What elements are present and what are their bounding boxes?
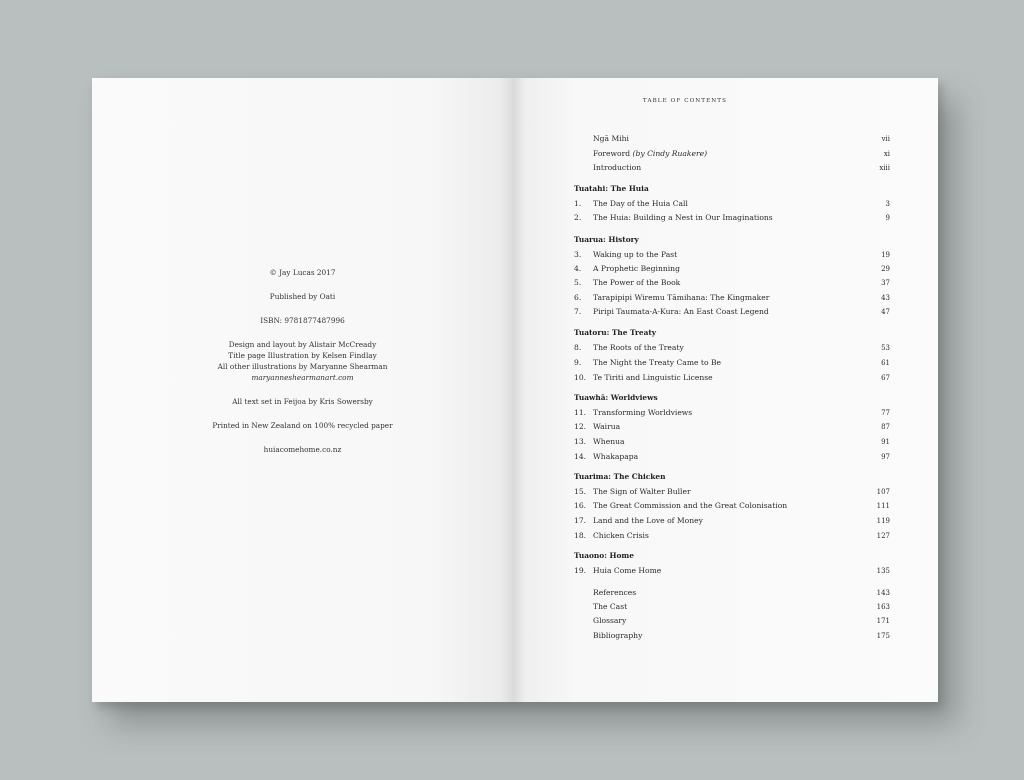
chapter-number: 16. <box>574 501 587 510</box>
title-illustration-credit: Title page Illustration by Kelsen Findlay <box>228 351 377 360</box>
chapter-title: Tarapipipi Wiremu Tāmihana: The Kingmaker <box>593 293 770 302</box>
other-illustrations-credit: All other illustrations by Maryanne Shearman <box>217 362 388 371</box>
toc-entry <box>574 615 890 627</box>
toc-part-heading: Tuaono: Home <box>574 551 634 560</box>
toc-entry-page: 163 <box>876 603 890 611</box>
chapter-title: Whenua <box>593 437 625 446</box>
toc-entry-page: vii <box>881 135 890 143</box>
chapter-number: 18. <box>574 531 587 540</box>
toc-chapter <box>574 263 890 275</box>
chapter-page: 77 <box>881 409 890 417</box>
toc-chapter <box>574 451 890 463</box>
isbn-line: ISBN: 9781877487996 <box>260 316 345 325</box>
toc-chapter <box>574 500 890 512</box>
chapter-number: 11. <box>574 408 587 417</box>
toc-part-heading: Tuawhā: Worldviews <box>574 393 658 402</box>
toc-chapter <box>574 198 890 210</box>
chapter-page: 91 <box>881 438 890 446</box>
chapter-page: 53 <box>881 344 890 352</box>
illustrator-url: maryanneshearmanart.com <box>251 373 354 382</box>
toc-entry-subtitle: (by Cindy Ruakere) <box>632 149 708 158</box>
chapter-title: Whakapapa <box>593 452 639 461</box>
toc-chapter <box>574 292 890 304</box>
toc-chapter <box>574 436 890 448</box>
chapter-page: 3 <box>885 200 890 208</box>
toc-entry <box>574 162 890 174</box>
chapter-title: Land and the Love of Money <box>593 516 703 525</box>
chapter-page: 29 <box>881 265 890 273</box>
chapter-title: Chicken Crisis <box>593 531 649 540</box>
toc-entry-title: Foreword <box>593 149 631 158</box>
chapter-title: The Roots of the Treaty <box>593 343 684 352</box>
chapter-page: 107 <box>876 488 890 496</box>
toc-entry <box>574 133 890 145</box>
chapter-title: Transforming Worldviews <box>593 408 693 417</box>
toc-entry-title: Ngā Mihi <box>593 134 629 143</box>
toc-chapter <box>574 372 890 384</box>
chapter-number: 7. <box>574 307 582 316</box>
chapter-title: Te Tiriti and Linguistic License <box>593 373 713 382</box>
chapter-number: 12. <box>574 422 587 431</box>
toc-heading: TABLE OF CONTENTS <box>642 98 728 104</box>
printed-line: Printed in New Zealand on 100% recycled paper <box>212 421 393 430</box>
chapter-title: Piripi Taumata-A-Kura: An East Coast Legend <box>593 307 769 316</box>
toc-chapter <box>574 249 890 261</box>
toc-part-heading: Tuatahi: The Huia <box>574 184 649 193</box>
chapter-page: 19 <box>881 251 890 259</box>
toc-entry <box>574 148 890 160</box>
chapter-page: 111 <box>876 502 890 510</box>
toc-part-heading: Tuarima: The Chicken <box>574 472 666 481</box>
chapter-title: Waking up to the Past <box>593 250 678 259</box>
chapter-number: 4. <box>574 264 582 273</box>
chapter-title: Huia Come Home <box>593 566 662 575</box>
publisher-line: Published by Oati <box>269 292 336 301</box>
typeface-credit: All text set in Feijoa by Kris Sowersby <box>232 397 373 406</box>
website-line: huiacomehome.co.nz <box>263 445 342 454</box>
toc-entry <box>574 630 890 642</box>
chapter-number: 5. <box>574 278 582 287</box>
chapter-title: The Day of the Huia Call <box>593 199 688 208</box>
design-credit: Design and layout by Alistair McCready <box>228 340 377 349</box>
toc-entry-page: 171 <box>876 617 890 625</box>
toc-entry-title: References <box>593 588 637 597</box>
chapter-number: 9. <box>574 358 582 367</box>
toc-entry <box>574 587 890 599</box>
toc-entry-title: Introduction <box>593 163 642 172</box>
chapter-number: 1. <box>574 199 582 208</box>
copyright-block <box>92 267 513 468</box>
chapter-title: The Huia: Building a Nest in Our Imaginations <box>593 213 773 222</box>
toc-entry-page: xi <box>883 150 890 158</box>
toc-entry-title: Bibliography <box>593 631 643 640</box>
chapter-page: 87 <box>881 423 890 431</box>
toc-chapter <box>574 515 890 527</box>
toc-chapter <box>574 306 890 318</box>
toc-part-heading: Tuarua: History <box>574 235 639 244</box>
chapter-title: The Great Commission and the Great Colonisation <box>593 501 788 510</box>
chapter-number: 14. <box>574 452 587 461</box>
chapter-page: 61 <box>881 359 890 367</box>
chapter-title: Wairua <box>593 422 621 431</box>
chapter-page: 119 <box>876 517 890 525</box>
chapter-title: The Power of the Book <box>593 278 681 287</box>
chapter-number: 19. <box>574 566 587 575</box>
toc-entry-page: 143 <box>876 589 890 597</box>
left-page <box>92 78 513 702</box>
chapter-number: 10. <box>574 373 587 382</box>
chapter-page: 97 <box>881 453 890 461</box>
toc-chapter <box>574 407 890 419</box>
toc-entry-title: Glossary <box>593 616 627 625</box>
chapter-title: The Night the Treaty Came to Be <box>593 358 722 367</box>
chapter-number: 2. <box>574 213 582 222</box>
toc-chapter <box>574 486 890 498</box>
chapter-number: 15. <box>574 487 587 496</box>
toc-chapter <box>574 342 890 354</box>
chapter-number: 17. <box>574 516 587 525</box>
chapter-page: 135 <box>876 567 890 575</box>
toc-entry-page: xiii <box>879 164 890 172</box>
chapter-page: 9 <box>885 214 890 222</box>
chapter-title: The Sign of Walter Buller <box>593 487 691 496</box>
chapter-page: 47 <box>881 308 890 316</box>
chapter-title: A Prophetic Beginning <box>593 264 680 273</box>
toc-part-heading: Tuatoru: The Treaty <box>574 328 657 337</box>
chapter-number: 6. <box>574 293 582 302</box>
copyright-line: © Jay Lucas 2017 <box>269 268 336 277</box>
toc-entry <box>574 601 890 613</box>
toc-chapter <box>574 277 890 289</box>
toc-chapter <box>574 421 890 433</box>
toc-chapter <box>574 565 890 577</box>
toc-chapter <box>574 357 890 369</box>
chapter-page: 67 <box>881 374 890 382</box>
toc-chapter <box>574 212 890 224</box>
chapter-page: 43 <box>881 294 890 302</box>
chapter-number: 3. <box>574 250 582 259</box>
chapter-page: 37 <box>881 279 890 287</box>
chapter-page: 127 <box>876 532 890 540</box>
chapter-number: 8. <box>574 343 582 352</box>
toc-entry-page: 175 <box>876 632 890 640</box>
chapter-number: 13. <box>574 437 587 446</box>
toc-chapter <box>574 530 890 542</box>
toc-entry-title: The Cast <box>593 602 628 611</box>
